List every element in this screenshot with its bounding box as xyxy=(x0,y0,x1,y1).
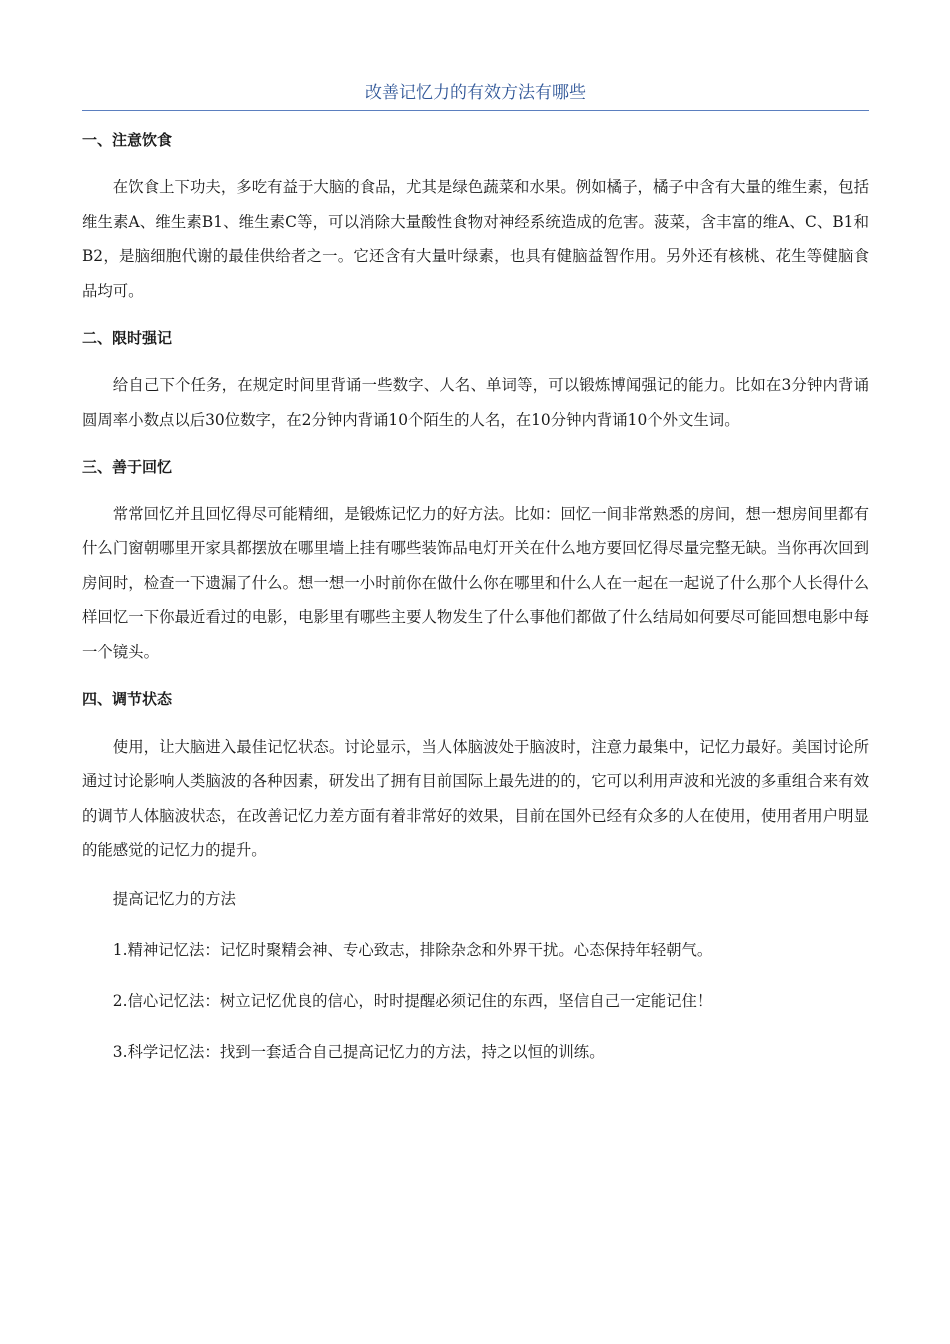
methods-list xyxy=(82,882,869,1069)
section-state-adjustment xyxy=(82,688,869,868)
section-paragraph: 在饮食上下功夫，多吃有益于大脑的食品，尤其是绿色蔬菜和水果。例如橘子，橘子中含有大量的维生素，包括维生素A、维生素B1、维生素C等，可以消除大量酸性食物对神经系统造成的危害。菠菜，含丰富的维A、C、B1和B2，是脑细胞代谢的最佳供给者之一。它还含有大量叶绿素，也具有健脑益智作用。另外还有核桃、花生等健脑食品均可。 xyxy=(82,178,869,300)
section-heading: 四、调节状态 xyxy=(82,689,173,708)
method-item: 2.信心记忆法：树立记忆优良的信心，时时提醒必须记住的东西，坚信自己一定能记住！ xyxy=(112,991,713,1010)
section-paragraph: 常常回忆并且回忆得尽可能精细，是锻炼记忆力的好方法。比如：回忆一间非常熟悉的房间，想一想房间里都有什么门窗朝哪里开家具都摆放在哪里墙上挂有哪些装饰品电灯开关在什么地方要回忆得尽量完整无缺。当你再次回到房间时，检查一下遗漏了什么。想一想一小时前你在做什么你在哪里和什么人在一起在一起说了什么那个人长得什么样回忆一下你最近看过的电影，电影里有哪些主要人物发生了什么事他们都做了什么结局如何要尽可能回想电影中每一个镜头。 xyxy=(82,504,869,661)
section-paragraph: 使用，让大脑进入最佳记忆状态。讨论显示，当人体脑波处于脑波时，注意力最集中，记忆力最好。美国讨论所通过讨论影响人类脑波的各种因素，研发出了拥有目前国际上最先进的的，它可以利用声波和光波的多重组合来有效的调节人体脑波状态，在改善记忆力差方面有着非常好的效果，目前在国外已经有众多的人在使用，使用者用户明显的能感觉的记忆力的提升。 xyxy=(82,737,869,860)
method-item: 1.精神记忆法：记忆时聚精会神、专心致志，排除杂念和外界干扰。心态保持年轻朝气。 xyxy=(112,940,713,959)
methods-intro: 提高记忆力的方法 xyxy=(112,889,236,908)
section-recall xyxy=(82,456,869,670)
section-diet xyxy=(82,129,869,308)
section-heading: 二、限时强记 xyxy=(82,329,173,348)
section-timed-memorization xyxy=(82,327,869,437)
method-item: 3.科学记忆法：找到一套适合自己提高记忆力的方法，持之以恒的训练。 xyxy=(112,1042,605,1061)
document-title: 改善记忆力的有效方法有哪些 xyxy=(82,78,869,111)
section-heading: 三、善于回忆 xyxy=(82,457,173,476)
document-page xyxy=(82,78,869,1069)
section-paragraph: 给自己下个任务，在规定时间里背诵一些数字、人名、单词等，可以锻炼博闻强记的能力。比如在3分钟内背诵圆周率小数点以后30位数字，在2分钟内背诵10个陌生的人名，在10分钟内背诵10个外文生词。 xyxy=(82,376,869,429)
section-heading: 一、注意饮食 xyxy=(82,131,173,149)
